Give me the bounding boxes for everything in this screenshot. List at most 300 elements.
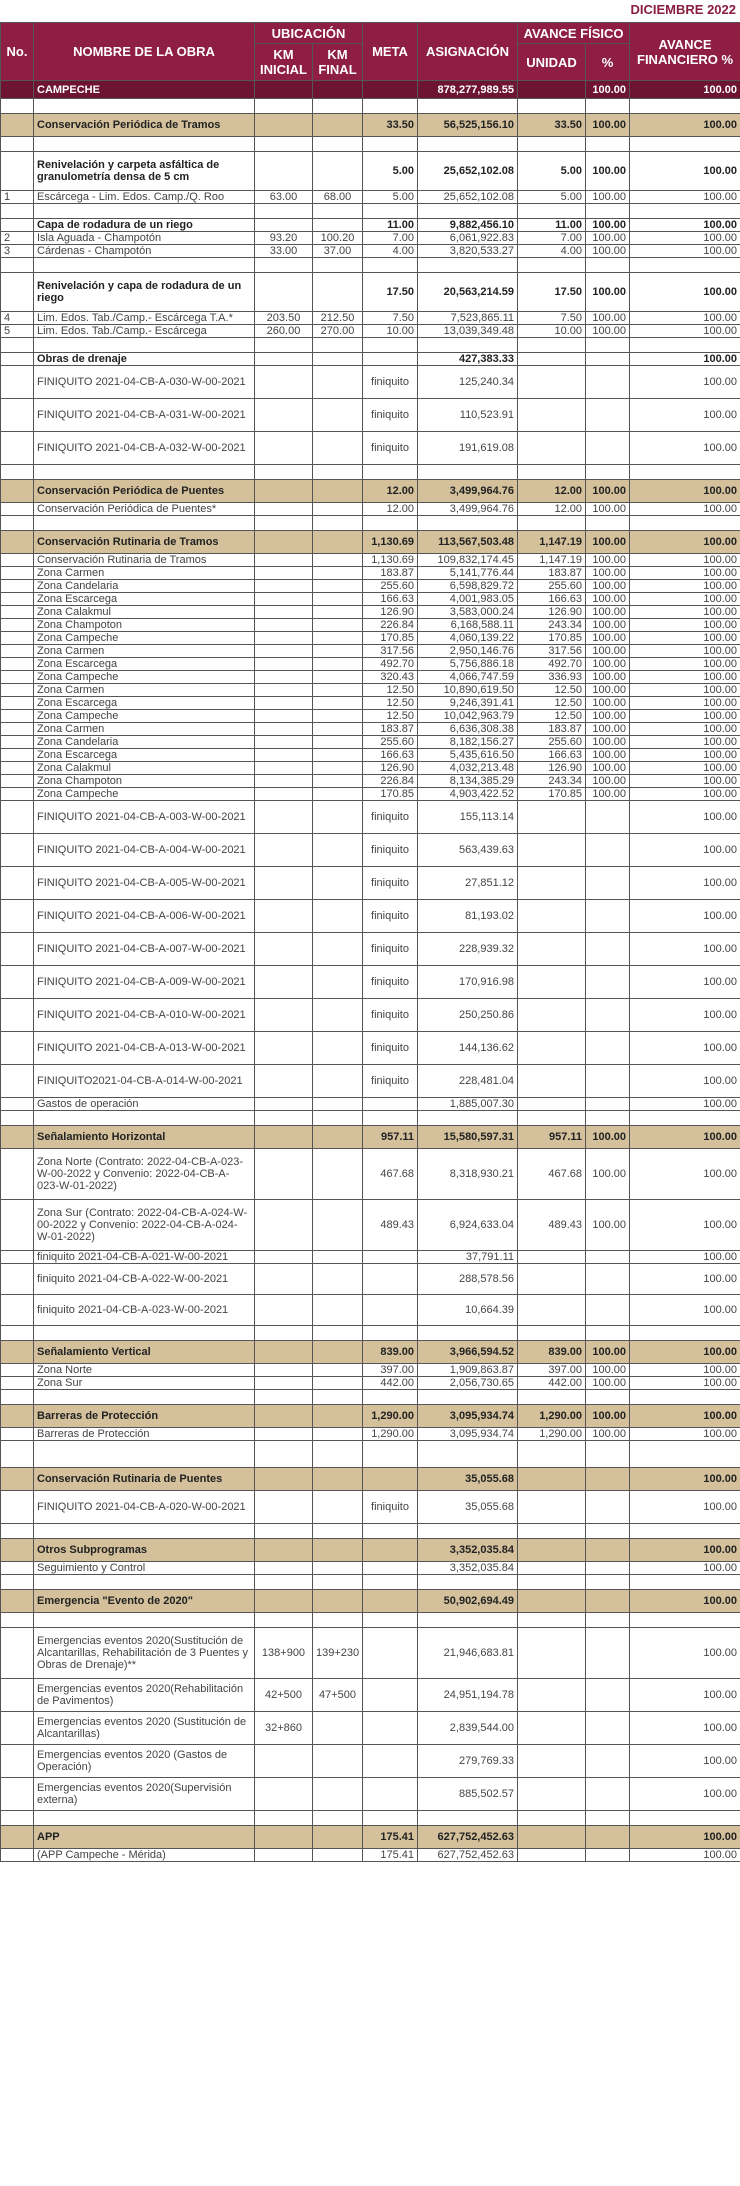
km-inicial-cell [255,1491,313,1524]
unidad-cell [518,204,586,219]
unidad-cell: 7.00 [518,232,586,245]
unidad-cell: 5.00 [518,191,586,204]
table-row [1,1778,740,1811]
region-row [1,81,740,99]
header-pct: % [586,44,630,81]
obra-cell: FINIQUITO 2021-04-CB-A-032-W-00-2021 [34,432,255,465]
km-final-cell [313,1491,363,1524]
financiero-cell: 100.00 [630,801,740,834]
pct-cell [586,1590,630,1613]
km-inicial-cell [255,606,313,619]
asignacion-cell [418,204,518,219]
no-cell [1,1251,34,1264]
table-row [1,775,740,788]
meta-cell: 489.43 [363,1200,418,1251]
financiero-cell [630,258,740,273]
km-inicial-cell [255,1524,313,1539]
financiero-cell: 100.00 [630,697,740,710]
table-row [1,966,740,999]
pct-cell: 100.00 [586,762,630,775]
asignacion-cell: 4,903,422.52 [418,788,518,801]
unidad-cell [518,1539,586,1562]
km-final-cell: 47+500 [313,1679,363,1712]
km-inicial-cell [255,399,313,432]
no-cell [1,593,34,606]
pct-cell [586,933,630,966]
table-row [1,762,740,775]
unidad-cell [518,1065,586,1098]
no-cell [1,788,34,801]
km-final-cell [313,1065,363,1098]
header-obra: NOMBRE DE LA OBRA [34,23,255,81]
meta-cell: 12.00 [363,503,418,516]
spacer-row [1,516,740,531]
km-inicial-cell: 33.00 [255,245,313,258]
obra-cell: Conservación Rutinaria de Tramos [34,554,255,567]
table-row [1,1264,740,1295]
unidad-cell: 4.00 [518,245,586,258]
unidad-cell: 255.60 [518,736,586,749]
pct-cell [586,900,630,933]
table-row [1,684,740,697]
asignacion-cell: 170,916.98 [418,966,518,999]
asignacion-cell: 125,240.34 [418,366,518,399]
pct-cell [586,366,630,399]
meta-cell [363,1111,418,1126]
financiero-cell: 100.00 [630,1468,740,1491]
table-row [1,933,740,966]
pct-cell: 100.00 [586,645,630,658]
asignacion-cell: 8,182,156.27 [418,736,518,749]
table-row [1,1149,740,1200]
km-final-cell [313,710,363,723]
pct-cell [586,1628,630,1679]
pct-cell: 100.00 [586,1149,630,1200]
meta-cell [363,1441,418,1468]
no-cell [1,567,34,580]
no-cell [1,1539,34,1562]
unidad-cell [518,1468,586,1491]
obra-cell [34,465,255,480]
unidad-cell [518,867,586,900]
spacer-row [1,99,740,114]
no-cell [1,1562,34,1575]
no-cell [1,606,34,619]
unidad-cell: 170.85 [518,632,586,645]
pct-cell [586,1811,630,1826]
unidad-cell [518,1562,586,1575]
pct-cell: 100.00 [586,81,630,99]
financiero-cell: 100.00 [630,658,740,671]
km-final-cell [313,1251,363,1264]
meta-cell [363,258,418,273]
program-row [1,1468,740,1491]
unidad-cell [518,1098,586,1111]
unidad-cell: 183.87 [518,723,586,736]
meta-cell: 1,130.69 [363,554,418,567]
km-inicial-cell [255,1428,313,1441]
meta-cell: 166.63 [363,749,418,762]
km-final-cell [313,1428,363,1441]
asignacion-cell: 3,499,964.76 [418,480,518,503]
unidad-cell [518,1628,586,1679]
pct-cell: 100.00 [586,684,630,697]
financiero-cell: 100.00 [630,1778,740,1811]
no-cell [1,219,34,232]
spacer-row [1,1390,740,1405]
table-row [1,999,740,1032]
unidad-cell [518,1295,586,1326]
km-final-cell [313,1441,363,1468]
km-inicial-cell [255,834,313,867]
obra-cell: Otros Subprogramas [34,1539,255,1562]
km-inicial-cell [255,900,313,933]
obra-cell: Zona Carmen [34,723,255,736]
pct-cell: 100.00 [586,788,630,801]
pct-cell [586,1575,630,1590]
financiero-cell [630,1326,740,1341]
meta-cell [363,1628,418,1679]
financiero-cell [630,338,740,353]
financiero-cell: 100.00 [630,1341,740,1364]
meta-cell [363,1745,418,1778]
financiero-cell: 100.00 [630,1826,740,1849]
meta-cell: 397.00 [363,1364,418,1377]
km-inicial-cell [255,99,313,114]
spacer-row [1,1575,740,1590]
pct-cell [586,1111,630,1126]
unidad-cell [518,1712,586,1745]
obra-cell: FINIQUITO 2021-04-CB-A-005-W-00-2021 [34,867,255,900]
km-final-cell [313,1524,363,1539]
obra-cell: Cárdenas - Champotón [34,245,255,258]
km-inicial-cell [255,152,313,191]
km-inicial-cell [255,1778,313,1811]
no-cell [1,1613,34,1628]
no-cell [1,684,34,697]
km-inicial-cell [255,580,313,593]
meta-cell [363,1098,418,1111]
obra-cell: finiquito 2021-04-CB-A-023-W-00-2021 [34,1295,255,1326]
table-row [1,658,740,671]
obra-cell: Zona Campeche [34,632,255,645]
meta-cell: 12.50 [363,684,418,697]
km-inicial-cell [255,1126,313,1149]
obra-cell [34,1326,255,1341]
no-cell [1,900,34,933]
header-km-inicial: KM INICIAL [255,44,313,81]
table-row [1,671,740,684]
km-inicial-cell [255,684,313,697]
km-final-cell [313,81,363,99]
meta-cell: finiquito [363,867,418,900]
financiero-cell: 100.00 [630,723,740,736]
unidad-cell: 492.70 [518,658,586,671]
pct-cell [586,1745,630,1778]
no-cell: 2 [1,232,34,245]
no-cell [1,1590,34,1613]
meta-cell: finiquito [363,966,418,999]
asignacion-cell: 1,885,007.30 [418,1098,518,1111]
km-final-cell: 212.50 [313,312,363,325]
meta-cell: 467.68 [363,1149,418,1200]
km-final-cell [313,399,363,432]
unidad-cell [518,338,586,353]
obra-cell: FINIQUITO 2021-04-CB-A-009-W-00-2021 [34,966,255,999]
pct-cell: 100.00 [586,606,630,619]
asignacion-cell [418,1575,518,1590]
km-final-cell [313,219,363,232]
header-ubicacion: UBICACIÓN [255,23,363,44]
unidad-cell: 183.87 [518,567,586,580]
obra-cell: Conservación Rutinaria de Puentes [34,1468,255,1491]
meta-cell: finiquito [363,801,418,834]
asignacion-cell: 13,039,349.48 [418,325,518,338]
pct-cell: 100.00 [586,736,630,749]
table-row [1,1364,740,1377]
asignacion-cell: 8,134,385.29 [418,775,518,788]
km-final-cell [313,480,363,503]
header-meta: META [363,23,418,81]
pct-cell: 100.00 [586,632,630,645]
financiero-cell: 100.00 [630,1126,740,1149]
spacer-row [1,1111,740,1126]
obra-cell: Señalamiento Horizontal [34,1126,255,1149]
financiero-cell: 100.00 [630,366,740,399]
pct-cell: 100.00 [586,593,630,606]
km-final-cell [313,516,363,531]
no-cell [1,697,34,710]
pct-cell [586,1441,630,1468]
km-inicial-cell [255,645,313,658]
pct-cell: 100.00 [586,554,630,567]
header-avance-financiero: AVANCE FINANCIERO % [630,23,740,81]
unidad-cell [518,137,586,152]
obra-cell: Emergencia "Evento de 2020" [34,1590,255,1613]
unidad-cell [518,353,586,366]
km-final-cell [313,933,363,966]
asignacion-cell: 279,769.33 [418,1745,518,1778]
obra-cell: Zona Campeche [34,671,255,684]
pct-cell: 100.00 [586,503,630,516]
financiero-cell [630,465,740,480]
asignacion-cell: 3,820,533.27 [418,245,518,258]
obra-cell [34,137,255,152]
no-cell [1,1364,34,1377]
obra-cell: Zona Calakmul [34,762,255,775]
km-inicial-cell [255,114,313,137]
obra-cell: Conservación Periódica de Tramos [34,114,255,137]
pct-cell: 100.00 [586,1341,630,1364]
header-unidad: UNIDAD [518,44,586,81]
table-row [1,606,740,619]
no-cell [1,399,34,432]
pct-cell [586,1065,630,1098]
financiero-cell: 100.00 [630,1745,740,1778]
pct-cell: 100.00 [586,114,630,137]
asignacion-cell: 228,939.32 [418,933,518,966]
pct-cell: 100.00 [586,1428,630,1441]
pct-cell: 100.00 [586,723,630,736]
km-inicial-cell: 63.00 [255,191,313,204]
financiero-cell: 100.00 [630,399,740,432]
km-final-cell [313,999,363,1032]
meta-cell: 126.90 [363,762,418,775]
financiero-cell: 100.00 [630,1562,740,1575]
km-inicial-cell [255,1468,313,1491]
financiero-cell: 100.00 [630,531,740,554]
obra-cell: FINIQUITO 2021-04-CB-A-003-W-00-2021 [34,801,255,834]
asignacion-cell: 5,435,616.50 [418,749,518,762]
km-final-cell [313,465,363,480]
meta-cell [363,1613,418,1628]
meta-cell: finiquito [363,432,418,465]
table-row [1,366,740,399]
obra-cell [34,258,255,273]
obra-cell: Isla Aguada - Champotón [34,232,255,245]
pct-cell [586,137,630,152]
obra-cell: Escárcega - Lim. Edos. Camp./Q. Roo [34,191,255,204]
financiero-cell [630,1111,740,1126]
km-final-cell [313,867,363,900]
pct-cell [586,999,630,1032]
km-final-cell [313,801,363,834]
km-inicial-cell [255,1826,313,1849]
km-final-cell: 37.00 [313,245,363,258]
financiero-cell [630,1524,740,1539]
obra-cell: Lim. Edos. Tab./Camp.- Escárcega T.A.* [34,312,255,325]
obra-cell: finiquito 2021-04-CB-A-022-W-00-2021 [34,1264,255,1295]
meta-cell [363,516,418,531]
financiero-cell: 100.00 [630,999,740,1032]
pct-cell: 100.00 [586,1364,630,1377]
financiero-cell [630,1811,740,1826]
works-table [0,22,740,1862]
obra-cell: Zona Norte (Contrato: 2022-04-CB-A-023-W-00-2022 y Convenio: 2022-04-CB-A-023-W-01-2022) [34,1149,255,1200]
meta-cell: 17.50 [363,273,418,312]
unidad-cell: 467.68 [518,1149,586,1200]
spacer-row [1,258,740,273]
km-final-cell [313,1778,363,1811]
financiero-cell: 100.00 [630,900,740,933]
km-inicial-cell [255,1441,313,1468]
spacer-row [1,137,740,152]
no-cell [1,503,34,516]
no-cell [1,580,34,593]
no-cell [1,1200,34,1251]
unidad-cell: 489.43 [518,1200,586,1251]
obra-cell: Zona Carmen [34,684,255,697]
obra-cell: Zona Candelaria [34,580,255,593]
km-final-cell [313,1405,363,1428]
km-inicial-cell [255,671,313,684]
financiero-cell: 100.00 [630,1491,740,1524]
unidad-cell [518,1491,586,1524]
asignacion-cell: 885,502.57 [418,1778,518,1811]
no-cell [1,1377,34,1390]
asignacion-cell: 6,598,829.72 [418,580,518,593]
obra-cell: CAMPECHE [34,81,255,99]
km-inicial-cell [255,1745,313,1778]
unidad-cell: 839.00 [518,1341,586,1364]
asignacion-cell [418,1390,518,1405]
program-row [1,480,740,503]
pct-cell: 100.00 [586,152,630,191]
meta-cell: finiquito [363,1065,418,1098]
asignacion-cell: 25,652,102.08 [418,191,518,204]
obra-cell: Obras de drenaje [34,353,255,366]
pct-cell [586,1098,630,1111]
obra-cell: Emergencias eventos 2020 (Sustitución de Alcantarillas) [34,1712,255,1745]
unidad-cell: 170.85 [518,788,586,801]
km-inicial-cell [255,273,313,312]
km-final-cell [313,697,363,710]
pct-cell: 100.00 [586,567,630,580]
km-inicial-cell: 138+900 [255,1628,313,1679]
km-final-cell [313,366,363,399]
asignacion-cell: 6,636,308.38 [418,723,518,736]
table-row [1,736,740,749]
asignacion-cell [418,1524,518,1539]
pct-cell: 100.00 [586,580,630,593]
obra-cell [34,1811,255,1826]
pct-cell: 100.00 [586,312,630,325]
no-cell [1,1468,34,1491]
unidad-cell [518,933,586,966]
km-inicial-cell [255,1111,313,1126]
no-cell [1,1428,34,1441]
km-inicial-cell [255,137,313,152]
asignacion-cell: 4,060,139.22 [418,632,518,645]
km-inicial-cell: 260.00 [255,325,313,338]
meta-cell: 126.90 [363,606,418,619]
no-cell [1,1326,34,1341]
asignacion-cell: 1,909,863.87 [418,1364,518,1377]
meta-cell [363,1264,418,1295]
km-inicial-cell [255,1575,313,1590]
km-final-cell [313,1377,363,1390]
table-row [1,619,740,632]
meta-cell: 1,290.00 [363,1428,418,1441]
asignacion-cell: 27,851.12 [418,867,518,900]
unidad-cell [518,99,586,114]
obra-cell: FINIQUITO 2021-04-CB-A-007-W-00-2021 [34,933,255,966]
asignacion-cell [418,1111,518,1126]
km-final-cell [313,1575,363,1590]
km-final-cell [313,736,363,749]
obra-cell [34,338,255,353]
unidad-cell: 243.34 [518,619,586,632]
meta-cell: 1,290.00 [363,1405,418,1428]
km-final-cell [313,762,363,775]
program-row [1,1341,740,1364]
asignacion-cell: 6,061,922.83 [418,232,518,245]
km-inicial-cell [255,710,313,723]
obra-cell: FINIQUITO 2021-04-CB-A-013-W-00-2021 [34,1032,255,1065]
no-cell [1,338,34,353]
program-row [1,1405,740,1428]
unidad-cell [518,900,586,933]
meta-cell [363,1390,418,1405]
no-cell [1,1405,34,1428]
pct-cell [586,338,630,353]
km-final-cell [313,531,363,554]
asignacion-cell: 7,523,865.11 [418,312,518,325]
km-inicial-cell [255,1065,313,1098]
obra-cell: FINIQUITO 2021-04-CB-A-010-W-00-2021 [34,999,255,1032]
asignacion-cell: 627,752,452.63 [418,1826,518,1849]
unidad-cell [518,258,586,273]
